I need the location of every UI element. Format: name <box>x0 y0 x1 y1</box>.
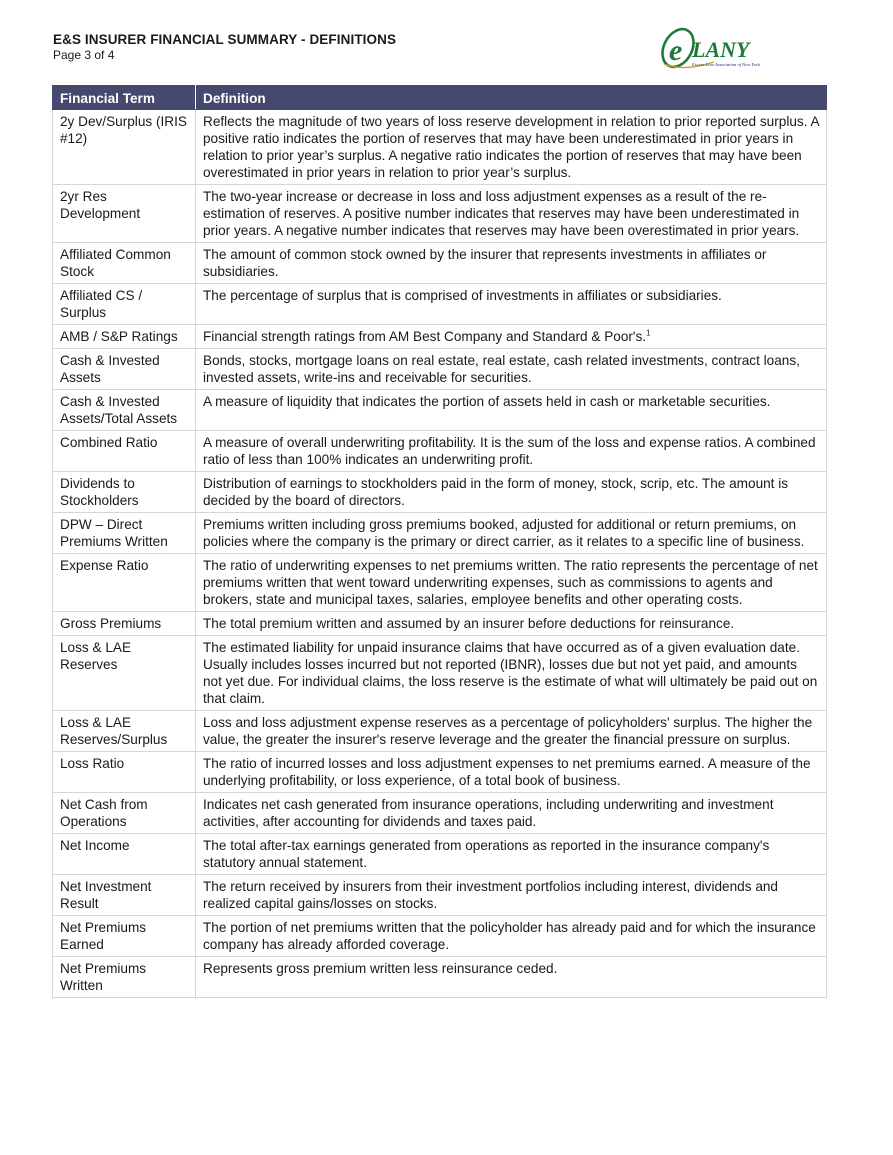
definition-text: Distribution of earnings to stockholders paid in the form of money, stock, scrip, etc. The amount is decided by the board of directors. <box>203 476 789 508</box>
table-body <box>53 110 827 998</box>
definition-text: Reflects the magnitude of two years of loss reserve development in relation to prior reported surplus. A positive ratio indicates the portion of reserves that may have been underestimated in prior years in relation to prior year’s surplus. A negative ratio indicates the portion of reserves that may have been overestimated in prior years in relation to prior year’s surplus. <box>203 114 819 180</box>
table-row <box>53 390 827 431</box>
term-cell: Loss Ratio <box>53 752 196 793</box>
document-title: E&S INSURER FINANCIAL SUMMARY - DEFINITIONS <box>53 32 397 47</box>
term-cell: 2y Dev/Surplus (IRIS #12) <box>53 110 196 185</box>
term-cell: Loss & LAE Reserves <box>53 636 196 711</box>
term-cell: Net Premiums Earned <box>53 916 196 957</box>
table-row <box>53 612 827 636</box>
term-cell: Combined Ratio <box>53 431 196 472</box>
table-row <box>53 243 827 284</box>
definition-cell <box>196 636 827 711</box>
definition-text: Premiums written including gross premiums booked, adjusted for additional or return premiums, on policies where the company is the primary or direct carrier, as it relates to a specific line of business. <box>203 517 805 549</box>
definition-cell <box>196 185 827 243</box>
table-row <box>53 513 827 554</box>
table-row <box>53 554 827 612</box>
definition-cell <box>196 431 827 472</box>
definition-cell <box>196 554 827 612</box>
definition-cell <box>196 916 827 957</box>
logo-tagline: Excess Line Association of New York <box>692 62 760 67</box>
definition-text: A measure of liquidity that indicates the portion of assets held in cash or marketable securities. <box>203 394 771 409</box>
table-row <box>53 834 827 875</box>
term-cell: Net Income <box>53 834 196 875</box>
term-cell: Loss & LAE Reserves/Surplus <box>53 711 196 752</box>
definition-text: Indicates net cash generated from insurance operations, including underwriting and investment activities, after accounting for dividends and taxes paid. <box>203 797 774 829</box>
definition-cell <box>196 875 827 916</box>
table-row <box>53 472 827 513</box>
column-header-term: Financial Term <box>53 86 196 110</box>
table-row <box>53 875 827 916</box>
table-row <box>53 110 827 185</box>
definition-text: The amount of common stock owned by the insurer that represents investments in affiliates or subsidiaries. <box>203 247 767 279</box>
column-header-definition: Definition <box>196 86 827 110</box>
table-row <box>53 793 827 834</box>
definition-text: The portion of net premiums written that the policyholder has already paid and for which the insurance company has already afforded coverage. <box>203 920 816 952</box>
definition-cell <box>196 612 827 636</box>
table-row <box>53 185 827 243</box>
definition-cell <box>196 110 827 185</box>
definitions-table <box>52 85 827 998</box>
table-row <box>53 284 827 325</box>
table-row <box>53 325 827 349</box>
definition-text: The return received by insurers from their investment portfolios including interest, dividends and realized capital gains/losses on stocks. <box>203 879 778 911</box>
definition-cell <box>196 834 827 875</box>
definition-text: Represents gross premium written less reinsurance ceded. <box>203 961 558 976</box>
term-cell: Affiliated Common Stock <box>53 243 196 284</box>
term-cell: Net Investment Result <box>53 875 196 916</box>
term-cell: Cash & Invested Assets <box>53 349 196 390</box>
footnote-marker: 1 <box>646 328 651 338</box>
table-row <box>53 711 827 752</box>
definition-text: A measure of overall underwriting profitability. It is the sum of the loss and expense ratios. A combined ratio of less than 100% indicates an underwriting profit. <box>203 435 816 467</box>
table-header-row <box>53 86 827 110</box>
definition-cell <box>196 793 827 834</box>
term-cell: 2yr Res Development <box>53 185 196 243</box>
table-row <box>53 636 827 711</box>
definition-text: The percentage of surplus that is comprised of investments in affiliates or subsidiaries. <box>203 288 722 303</box>
term-cell: DPW – Direct Premiums Written <box>53 513 196 554</box>
term-cell: Net Premiums Written <box>53 957 196 998</box>
definition-cell <box>196 390 827 431</box>
elany-logo <box>654 24 769 76</box>
definition-cell <box>196 957 827 998</box>
table-row <box>53 957 827 998</box>
term-cell: Gross Premiums <box>53 612 196 636</box>
definition-text: The ratio of incurred losses and loss adjustment expenses to net premiums earned. A measure of the underlying profitability, or loss experience, of a total book of business. <box>203 756 811 788</box>
term-cell: Affiliated CS / Surplus <box>53 284 196 325</box>
definition-cell <box>196 711 827 752</box>
table-row <box>53 349 827 390</box>
term-cell: AMB / S&P Ratings <box>53 325 196 349</box>
definition-cell <box>196 284 827 325</box>
definition-text: The estimated liability for unpaid insurance claims that have occurred as of a given evaluation date. Usually includes losses incurred but not reported (IBNR), losses due but not yet paid, and amounts not yet due. For individual claims, the loss reserve is the estimate of what will ultimately be paid out on that claim. <box>203 640 818 706</box>
definition-text: The two-year increase or decrease in loss and loss adjustment expenses as a result of the re-estimation of reserves. A positive number indicates that reserves may have been underestimated in prior years. A negative number indicates that reserves may have been overestimated in prior years. <box>203 189 800 238</box>
logo-name: LANY <box>692 37 750 62</box>
table-row <box>53 752 827 793</box>
table-row <box>53 431 827 472</box>
definition-text: Bonds, stocks, mortgage loans on real estate, real estate, cash related investments, contract loans, invested assets, write-ins and receivable for securities. <box>203 353 800 385</box>
definition-cell <box>196 752 827 793</box>
page-number: Page 3 of 4 <box>53 48 115 62</box>
definition-cell <box>196 472 827 513</box>
definition-text: The total premium written and assumed by an insurer before deductions for reinsurance. <box>203 616 735 631</box>
definition-cell <box>196 349 827 390</box>
definition-text: Financial strength ratings from AM Best Company and Standard & Poor's. <box>203 329 647 344</box>
definition-cell <box>196 243 827 284</box>
logo-letter: e <box>669 34 683 67</box>
definition-cell <box>196 513 827 554</box>
definition-text: The total after-tax earnings generated from operations as reported in the insurance company's statutory annual statement. <box>203 838 770 870</box>
term-cell: Cash & Invested Assets/Total Assets <box>53 390 196 431</box>
definition-text: Loss and loss adjustment expense reserves as a percentage of policyholders' surplus. The higher the value, the greater the insurer's reserve leverage and the greater the financial pressure on surplus. <box>203 715 813 747</box>
definition-cell <box>196 325 827 349</box>
document-header <box>53 32 396 62</box>
term-cell: Expense Ratio <box>53 554 196 612</box>
definition-text: The ratio of underwriting expenses to net premiums written. The ratio represents the percentage of net premiums written that went toward underwriting expenses, such as commissions to agents and brokers, state and municipal taxes, salaries, employee benefits and other operating costs. <box>203 558 818 607</box>
table-row <box>53 916 827 957</box>
term-cell: Net Cash from Operations <box>53 793 196 834</box>
term-cell: Dividends to Stockholders <box>53 472 196 513</box>
